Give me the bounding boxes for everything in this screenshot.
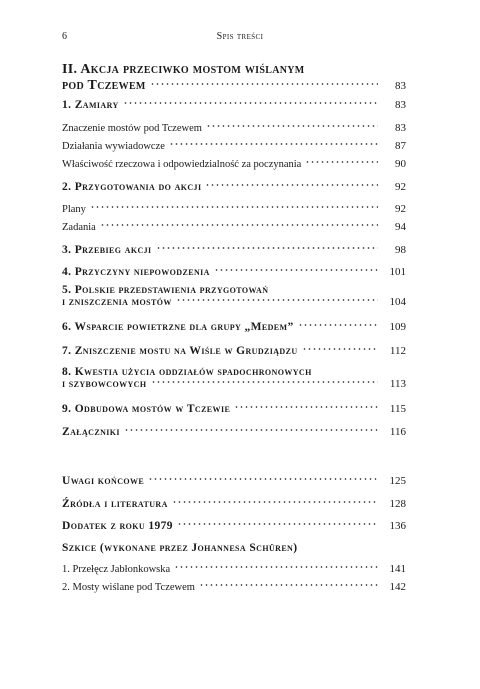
leader-dots: [151, 379, 379, 385]
toc-entry-closing-remarks[interactable]: [62, 475, 406, 487]
toc-entry-title-line2: i zniszczenia mostów: [62, 296, 172, 308]
toc-entry-title-line1: 8. Kwestia użycia oddziałów spadochronowych: [62, 366, 312, 378]
leader-dots: [305, 159, 378, 165]
leader-dots: [205, 182, 378, 188]
leader-dots: [156, 245, 378, 251]
toc-entry-chapter-6[interactable]: [62, 321, 406, 333]
leader-dots: [214, 267, 378, 273]
toc-entry-title-line1: 5. Polskie przedstawienia przygotowań: [62, 284, 269, 296]
toc-entry-title: 3. Przebieg akcji: [62, 244, 152, 256]
running-head: [62, 31, 418, 45]
toc-entry-page: 98: [395, 244, 406, 256]
toc-entry-chapter-9[interactable]: [62, 403, 406, 415]
toc-entry-page: 112: [389, 345, 406, 357]
toc-entry-title: Szkice (wykonane przez Johannesa Schüren): [62, 542, 298, 554]
leader-dots: [172, 499, 378, 505]
leader-dots: [298, 322, 378, 328]
toc-entry-page: 94: [395, 221, 406, 233]
toc-entry-chapter-7[interactable]: [62, 345, 406, 357]
toc-entry-page: 128: [389, 498, 406, 510]
leader-dots: [123, 100, 378, 106]
toc-entry-page: 109: [389, 321, 406, 333]
toc-entry-chapter-1[interactable]: [62, 99, 406, 111]
toc-entry-section[interactable]: [62, 122, 406, 134]
toc-entry-page: 83: [395, 80, 406, 92]
leader-dots: [177, 521, 378, 527]
toc-entry-addendum[interactable]: [62, 520, 406, 532]
toc-entry-sketches[interactable]: [62, 542, 406, 554]
toc-entry-title-line1: II. Akcja przeciwko mostom wiślanym: [62, 62, 305, 77]
toc-entry-page: 116: [389, 426, 406, 438]
toc-entry-section[interactable]: [62, 563, 406, 575]
toc-entry-page: 87: [395, 140, 406, 152]
toc-entry-appendices[interactable]: [62, 426, 406, 438]
toc-entry-title-line2: pod Tczewem: [62, 78, 146, 93]
toc-entry-page: 92: [395, 203, 406, 215]
leader-dots: [124, 427, 378, 433]
toc-entry-title-line2: i szybowcowych: [62, 378, 147, 390]
toc-entry-page: 83: [395, 122, 406, 134]
leader-dots: [148, 476, 378, 482]
leader-dots: [199, 582, 378, 588]
leader-dots: [302, 346, 378, 352]
toc-entry-page: 83: [395, 99, 406, 111]
toc-entry-page: 125: [389, 475, 406, 487]
toc-entry-title: 2. Przygotowania do akcji: [62, 181, 202, 193]
toc-entry-page: 92: [395, 181, 406, 193]
toc-entry-section[interactable]: [62, 203, 406, 215]
toc-entry-title: Zadania: [62, 222, 96, 233]
leader-dots: [150, 81, 378, 87]
toc-entry-page: 142: [389, 581, 406, 593]
page-number: 6: [62, 31, 67, 42]
toc-entry-title: Właściwość rzeczowa i odpowiedzialność za poczynania: [62, 159, 302, 170]
toc-entry-chapter-2[interactable]: [62, 181, 406, 193]
leader-dots: [90, 204, 378, 210]
running-head-title: Spis treści: [216, 31, 264, 42]
toc-entry-title: 6. Wsparcie powietrzne dla grupy „Medem”: [62, 321, 294, 333]
toc-entry-chapter-3[interactable]: [62, 244, 406, 256]
toc-entry-title: Znaczenie mostów pod Tczewem: [62, 123, 202, 134]
leader-dots: [174, 564, 378, 570]
toc-entry-page: 141: [389, 563, 406, 575]
toc-entry-title: Uwagi końcowe: [62, 475, 145, 487]
toc-entry-page: 101: [389, 266, 406, 278]
toc-entry-sources[interactable]: [62, 498, 406, 510]
toc-entry-chapter-8[interactable]: [62, 366, 406, 390]
toc-entry-title: Załączniki: [62, 426, 120, 438]
toc-entry-chapter-4[interactable]: [62, 266, 406, 278]
toc-entry-page: 104: [389, 296, 406, 308]
toc-entry-title: Działania wywiadowcze: [62, 141, 165, 152]
leader-dots: [100, 222, 378, 228]
toc-entry-chapter-5[interactable]: [62, 284, 406, 308]
leader-dots: [234, 404, 378, 410]
toc-entry-page: 115: [389, 403, 406, 415]
toc-entry-title: 1. Zamiary: [62, 99, 119, 111]
leader-dots: [176, 297, 378, 303]
toc-entry-title: 1. Przełęcz Jabłonkowska: [62, 564, 171, 575]
toc-entry-section[interactable]: [62, 140, 406, 152]
toc-entry-title: 7. Zniszczenie mostu na Wiśle w Grudziądzu: [62, 345, 298, 357]
leader-dots: [169, 141, 378, 147]
toc-entry-page: 90: [395, 158, 406, 170]
toc-entry-section[interactable]: [62, 158, 406, 170]
toc-entry-title: Źródła i literatura: [62, 498, 168, 510]
toc-entry-page: 136: [389, 520, 406, 532]
toc-entry-title: 4. Przyczyny niepowodzenia: [62, 266, 210, 278]
toc-entry-section[interactable]: [62, 581, 406, 593]
toc-entry-section[interactable]: [62, 221, 406, 233]
toc-entry-part-2[interactable]: [62, 62, 406, 94]
toc-entry-title: Dodatek z roku 1979: [62, 520, 173, 532]
toc-entry-title: Plany: [62, 204, 86, 215]
leader-dots: [206, 123, 378, 129]
toc-entry-page: 113: [389, 378, 406, 390]
toc-entry-title: 9. Odbudowa mostów w Tczewie: [62, 403, 231, 415]
toc-entry-title: 2. Mosty wiślane pod Tczewem: [62, 582, 195, 593]
